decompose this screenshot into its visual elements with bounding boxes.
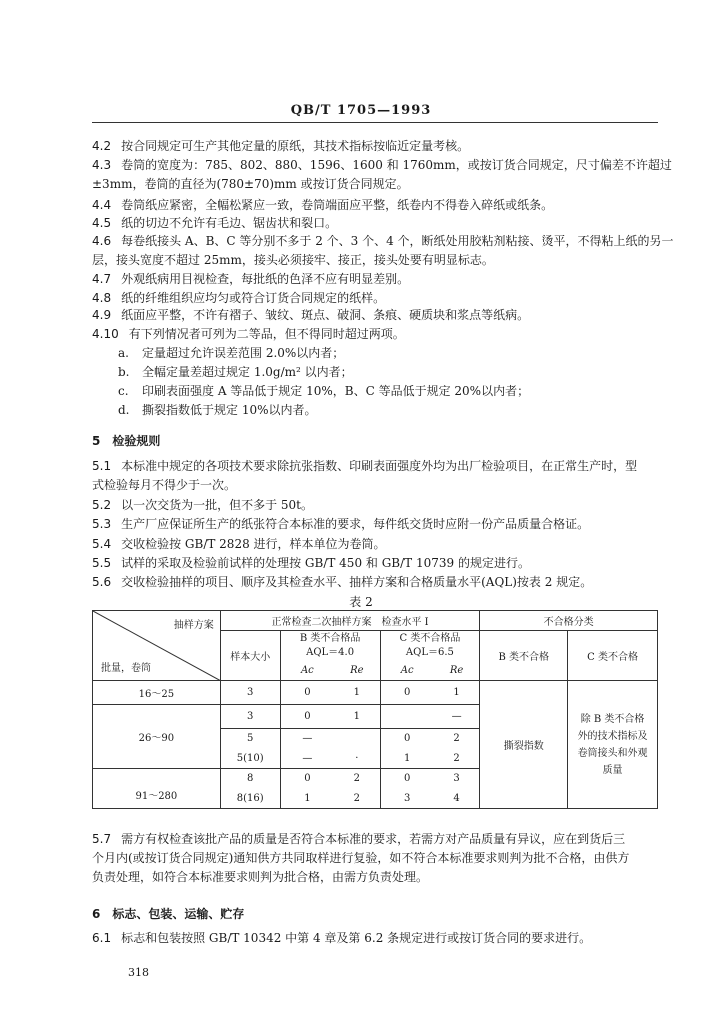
clause-4-10: 4.10 有下列情况者可列为二等品，但不得同时超过两项。 (92, 327, 405, 341)
plan-header: 正常检查二次抽样方案 检查水平 Ⅰ (220, 611, 480, 631)
lot-cell: 91～280 (93, 769, 221, 809)
diag-bottom-label: 批量，卷筒 (101, 663, 151, 674)
clause-5-5: 5.5 试样的采取及检验前试样的处理按 GB/T 450 和 GB/T 10739 的规定进行。 (92, 556, 530, 570)
sample-size-header: 样本大小 (220, 631, 280, 681)
c-re-header: Re (434, 661, 480, 681)
clause-4-4: 4.4 卷筒纸应紧密，全幅松紧应一致，卷筒端面应平整，纸卷内不得卷入碎纸或纸条。 (92, 198, 554, 212)
table-row: 8(16) 1 2 3 4 (93, 789, 658, 809)
table-row: 26～90 3 0 1 — (93, 705, 658, 729)
clause-5-4: 5.4 交收检验按 GB/T 2828 进行，样本单位为卷筒。 (92, 537, 386, 551)
c-ac-header: Ac (380, 661, 434, 681)
b-item-cell: 撕裂指数 (480, 681, 568, 809)
lot-cell: 16～25 (93, 681, 221, 705)
header-rule (92, 122, 658, 123)
clause-4-2: 4.2 按合同规定可生产其他定量的原纸，其技术指标按临近定量考核。 (92, 139, 470, 153)
clause-5-2: 5.2 以一次交货为一批，但不多于 50t。 (92, 498, 314, 512)
diagonal-header-cell (93, 611, 221, 681)
section-6-heading: 6 标志、包装、运输、贮存 (92, 907, 245, 921)
class-header: 不合格分类 (480, 611, 658, 631)
clause-5-7: 5.7 需方有权检查该批产品的质量是否符合本标准的要求，若需方对产品质量有异议，应在到货后三 个月内(或按订货合同规定)通知供方共同取样进行复验，如不符合本标准要求则判为批不合格，由供方 负责处理，如符合本标准要求则判为批合格，由需方负责处理。 (92, 832, 630, 884)
clause-4-3: 4.3 卷筒的宽度为：785、802、880、1596、1600 和 1760mm，或按订货合同规定，尺寸偏差不许超过 ±3mm，卷筒的直径为(780±70)mm 或按订货合同规定。 (92, 158, 672, 191)
b-re-header: Re (334, 661, 380, 681)
clause-4-9: 4.9 纸面应平整，不许有褶子、皱纹、斑点、破洞、条痕、硬质块和浆点等纸病。 (92, 308, 530, 322)
c-class-header: C 类不合格 (568, 631, 658, 681)
clause-4-7: 4.7 外观纸病用目视检查，每批纸的色泽不应有明显差别。 (92, 272, 410, 286)
clause-6-1: 6.1 标志和包装按照 GB/T 10342 中第 4 章及第 6.2 条规定进行或按订货合同的要求进行。 (92, 931, 592, 945)
diag-top-label: 抽样方案 (173, 620, 214, 631)
subitem-c: c. 印刷表面强度 A 等品低于规定 10%，B、C 等品低于规定 20%以内者； (118, 384, 530, 398)
subitem-a: a. 定量超过允许误差范围 2.0%以内者； (118, 346, 345, 360)
table-row: 5(10) — · 1 2 (93, 749, 658, 769)
clause-4-8: 4.8 纸的纤维组织应均匀或符合订货合同规定的纸样。 (92, 291, 386, 305)
table-caption: 表 2 (349, 595, 373, 609)
clause-5-6: 5.6 交收检验抽样的项目、顺序及其检查水平、抽样方案和合格质量水平(AQL)按表 2 规定。 (92, 575, 593, 589)
table-row: 5 — 0 2 (93, 729, 658, 749)
clause-4-5: 4.5 纸的切边不允许有毛边、锯齿状和裂口。 (92, 216, 338, 230)
b-aql-header: B 类不合格品 AQL＝4.0 (280, 631, 380, 661)
sampling-table (92, 610, 658, 809)
subitem-d: d. 撕裂指数低于规定 10%以内者。 (118, 403, 317, 417)
c-aql-header: C 类不合格品 AQL＝6.5 (380, 631, 480, 661)
lot-cell: 26～90 (93, 705, 221, 769)
page-number: 318 (128, 966, 149, 979)
b-class-header: B 类不合格 (480, 631, 568, 681)
clause-4-6: 4.6 每卷纸接头 A、B、C 等分别不多于 2 个、3 个、4 个，断纸处用胶粘剂粘接、烫平，不得粘上纸的另一 层，接头宽度不超过 25mm，接头必须接牢、接正，接头处要有明显标志。 (92, 234, 674, 267)
c-item-cell: 除 B 类不合格 外的技术指标及 卷筒接头和外观 质量 (568, 681, 658, 809)
table-row: 91～280 8 0 2 0 3 (93, 769, 658, 789)
section-5-heading: 5 检验规则 (92, 434, 161, 448)
table-row: 16～25 3 0 1 0 1 撕裂指数 除 B 类不合格 外的技术指标及 卷筒接头和外观 质量 (93, 681, 658, 705)
clause-5-3: 5.3 生产厂应保证所生产的纸张符合本标准的要求，每件纸交货时应附一份产品质量合格证。 (92, 517, 590, 531)
standard-header: QB/T 1705—1993 (290, 103, 432, 118)
clause-5-1: 5.1 本标准中规定的各项技术要求除抗张指数、印刷表面强度外均为出厂检验项目，在正常生产时，型 式检验每月不得少于一次。 (92, 459, 638, 492)
b-ac-header: Ac (280, 661, 334, 681)
subitem-b: b. 全幅定量差超过规定 1.0g/m² 以内者； (118, 365, 353, 379)
